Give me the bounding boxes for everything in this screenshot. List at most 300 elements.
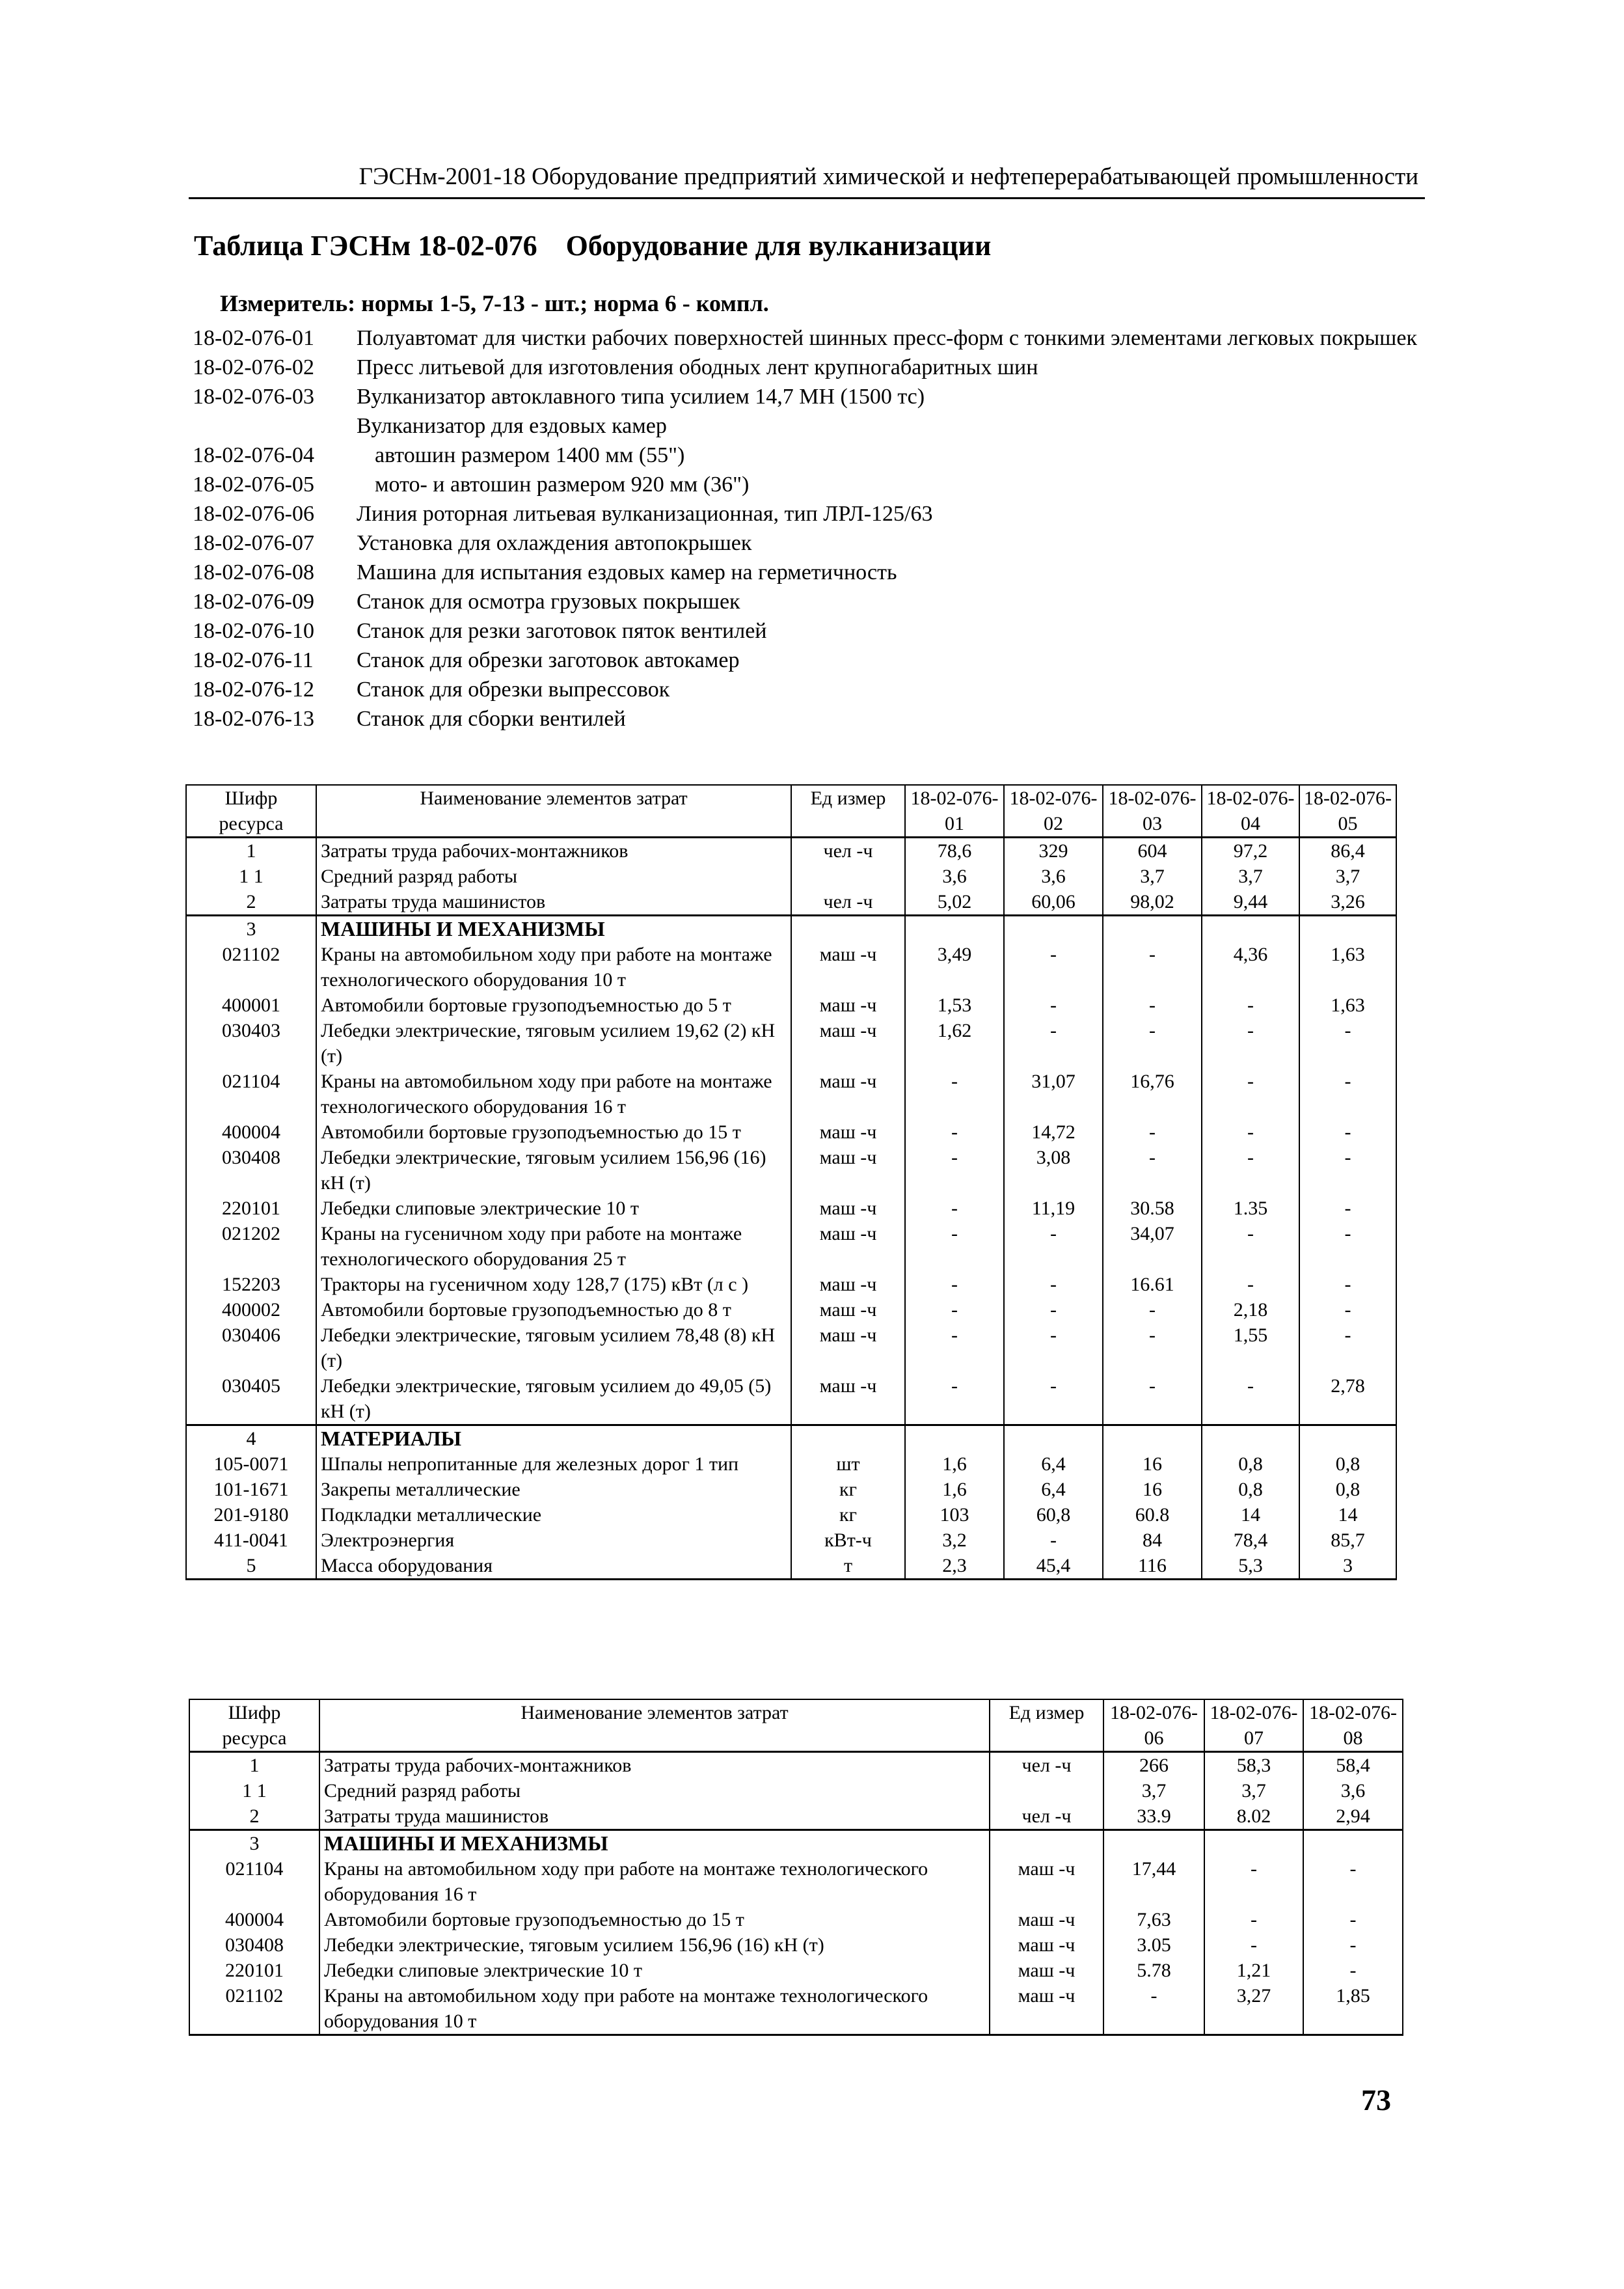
table-row [186, 889, 1396, 916]
cell-value: - [905, 1272, 1004, 1297]
cell-code: 4 [186, 1425, 316, 1452]
norm-item [193, 616, 1429, 646]
cell-value: - [905, 1221, 1004, 1272]
table-row [186, 1373, 1396, 1425]
cell-name: Краны на гусеничном ходу при работе на монтаже технологического оборудования 25 т [316, 1221, 791, 1272]
cell-name: Затраты труда машинистов [316, 889, 791, 916]
norm-item [193, 382, 1429, 411]
cell-unit: маш -ч [791, 1069, 905, 1119]
cell-unit: кг [791, 1477, 905, 1502]
cell-value: 6,4 [1004, 1477, 1103, 1502]
table-header-row [189, 1699, 1403, 1752]
cell-value: - [1004, 993, 1103, 1018]
cell-value: 1,21 [1204, 1958, 1303, 1983]
cell-code: 101-1671 [186, 1477, 316, 1502]
cell-value: 3,6 [905, 864, 1004, 889]
cell-value: 97,2 [1202, 838, 1299, 864]
cell-value: 3,27 [1204, 1983, 1303, 2035]
cell-unit: маш -ч [791, 1297, 905, 1323]
norm-description: Пресс литьевой для изготовления ободных лент крупногабаритных шин [357, 355, 1038, 379]
cell-value: 3,7 [1202, 864, 1299, 889]
cell-value: 2,3 [905, 1553, 1004, 1580]
resource-table-1 [185, 784, 1397, 1580]
norm-description: Установка для охлаждения автопокрышек [357, 531, 752, 555]
cell-value: 3,6 [1303, 1778, 1403, 1803]
table-row [189, 1958, 1403, 1983]
cell-name: Краны на автомобильном ходу при работе на монтаже технологического оборудования 10 т [316, 942, 791, 993]
cell-value: 116 [1103, 1553, 1202, 1580]
cell-value: - [905, 1297, 1004, 1323]
cell-unit: маш -ч [791, 993, 905, 1018]
table-title-number: Таблица ГЭСНм 18-02-076 [194, 230, 537, 262]
cell-value: 9,44 [1202, 889, 1299, 916]
cell-name: Автомобили бортовые грузоподъемностью до 15 т [316, 1119, 791, 1145]
cell-code: 2 [189, 1803, 319, 1830]
cell-value: - [905, 1145, 1004, 1196]
cell-value: - [1103, 993, 1202, 1018]
cell-value: 4,36 [1202, 942, 1299, 993]
cell-code: 021102 [189, 1983, 319, 2035]
table-row [186, 1272, 1396, 1297]
table-title-name: Оборудование для вулканизации [565, 230, 992, 262]
cell-value: 1,55 [1202, 1323, 1299, 1373]
cell-value: 3,7 [1103, 1778, 1204, 1803]
cell-value: - [1202, 1221, 1299, 1272]
cell-value: - [905, 1069, 1004, 1119]
cell-value: - [905, 1373, 1004, 1425]
cell-name: МАТЕРИАЛЫ [316, 1425, 791, 1452]
norm-item [193, 323, 1429, 353]
cell-value: 98,02 [1103, 889, 1202, 916]
norm-description: Станок для резки заготовок пяток вентилей [357, 619, 767, 643]
cell-value: 16,76 [1103, 1069, 1202, 1119]
header-norm: 18-02-076-06 [1103, 1699, 1204, 1752]
cell-unit: чел -ч [791, 889, 905, 916]
table-row [189, 1907, 1403, 1932]
table-row [186, 1553, 1396, 1580]
cell-name: Лебедки электрические, тяговым усилием до 49,05 (5) кН (т) [316, 1373, 791, 1425]
cell-value: - [905, 1196, 1004, 1221]
cell-value: - [1202, 1272, 1299, 1297]
cell-code: 1 1 [186, 864, 316, 889]
cell-value: - [1204, 1907, 1303, 1932]
cell-value: - [1204, 1856, 1303, 1907]
cell-value: 78,4 [1202, 1528, 1299, 1553]
cell-code: 021202 [186, 1221, 316, 1272]
table-header-row [186, 785, 1396, 838]
cell-code: 220101 [189, 1958, 319, 1983]
cell-name: Затраты труда рабочих-монтажников [316, 838, 791, 864]
cell-name: Краны на автомобильном ходу при работе на монтаже технологического оборудования 10 т [319, 1983, 990, 2035]
cell-name: Автомобили бортовые грузоподъемностью до 5 т [316, 993, 791, 1018]
cell-value: - [1299, 1323, 1396, 1373]
cell-code: 1 1 [189, 1778, 319, 1803]
norm-code: 18-02-076-13 [193, 707, 314, 731]
cell-value: 14 [1202, 1502, 1299, 1528]
table-row [186, 993, 1396, 1018]
cell-code: 021104 [186, 1069, 316, 1119]
norm-code: 18-02-076-02 [193, 355, 314, 379]
cell-value: 1,53 [905, 993, 1004, 1018]
table-row [186, 1297, 1396, 1323]
cell-value: - [1004, 1373, 1103, 1425]
table-row [186, 1451, 1396, 1477]
header-norm: 18-02-076-08 [1303, 1699, 1403, 1752]
cell-value: - [1103, 1373, 1202, 1425]
cell-value: 5.78 [1103, 1958, 1204, 1983]
header-unit: Ед измер [791, 785, 905, 838]
cell-value: 8.02 [1204, 1803, 1303, 1830]
cell-name: МАШИНЫ И МЕХАНИЗМЫ [316, 916, 791, 942]
cell-value: 58,3 [1204, 1752, 1303, 1779]
table-row [186, 1119, 1396, 1145]
cell-name: Тракторы на гусеничном ходу 128,7 (175) кВт (л с ) [316, 1272, 791, 1297]
cell-value [1303, 1830, 1403, 1857]
header-norm: 18-02-076-07 [1204, 1699, 1303, 1752]
cell-value: 45,4 [1004, 1553, 1103, 1580]
cell-value: 1.35 [1202, 1196, 1299, 1221]
cell-value: 266 [1103, 1752, 1204, 1779]
cell-unit: маш -ч [791, 1373, 905, 1425]
cell-code: 030408 [186, 1145, 316, 1196]
cell-code: 1 [186, 838, 316, 864]
norm-item [193, 470, 1429, 499]
cell-code: 030405 [186, 1373, 316, 1425]
table-title [194, 229, 991, 262]
header-code: Шифр ресурса [186, 785, 316, 838]
cell-value: 16 [1103, 1477, 1202, 1502]
cell-value: 1,63 [1299, 942, 1396, 993]
cell-unit: кг [791, 1502, 905, 1528]
cell-unit: маш -ч [990, 1856, 1103, 1907]
cell-value: - [1004, 942, 1103, 993]
cell-name: Автомобили бортовые грузоподъемностью до 15 т [319, 1907, 990, 1932]
cell-name: Электроэнергия [316, 1528, 791, 1553]
header-norm: 18-02-076-05 [1299, 785, 1396, 838]
norm-code: 18-02-076-03 [193, 385, 314, 409]
cell-unit: маш -ч [791, 1323, 905, 1373]
cell-value: 103 [905, 1502, 1004, 1528]
cell-value: - [1004, 1323, 1103, 1373]
cell-value [1103, 916, 1202, 942]
cell-value: 3,7 [1299, 864, 1396, 889]
cell-code: 105-0071 [186, 1451, 316, 1477]
cell-unit: маш -ч [791, 942, 905, 993]
cell-value: 2,94 [1303, 1803, 1403, 1830]
norm-item [193, 704, 1429, 733]
cell-value: - [1004, 1528, 1103, 1553]
cell-value: 16 [1103, 1451, 1202, 1477]
table-row [186, 1145, 1396, 1196]
norm-code [193, 411, 357, 441]
cell-value: - [905, 1323, 1004, 1373]
cell-code: 021104 [189, 1856, 319, 1907]
cell-value: 58,4 [1303, 1752, 1403, 1779]
cell-unit: шт [791, 1451, 905, 1477]
cell-value: 3.05 [1103, 1932, 1204, 1958]
norm-code: 18-02-076-08 [193, 560, 314, 584]
cell-code: 030403 [186, 1018, 316, 1069]
cell-unit: маш -ч [990, 1907, 1103, 1932]
resource-table-2 [189, 1699, 1403, 2036]
cell-value: 1,6 [905, 1451, 1004, 1477]
cell-code: 411-0041 [186, 1528, 316, 1553]
table-row [186, 1196, 1396, 1221]
cell-value: 3,6 [1004, 864, 1103, 889]
cell-value: - [1299, 1272, 1396, 1297]
cell-value: 329 [1004, 838, 1103, 864]
cell-value: - [1204, 1932, 1303, 1958]
cell-value: - [1103, 942, 1202, 993]
cell-value: 2,78 [1299, 1373, 1396, 1425]
cell-value: - [1299, 1221, 1396, 1272]
cell-code: 400004 [189, 1907, 319, 1932]
cell-name: Затраты труда рабочих-монтажников [319, 1752, 990, 1779]
cell-value [905, 1425, 1004, 1452]
norm-code: 18-02-076-07 [193, 531, 314, 555]
norm-item [193, 646, 1429, 675]
cell-value: 7,63 [1103, 1907, 1204, 1932]
cell-unit [791, 916, 905, 942]
cell-value [1202, 1425, 1299, 1452]
norm-description: Машина для испытания ездовых камер на герметичность [357, 560, 897, 584]
section-row [186, 1425, 1396, 1452]
cell-unit: маш -ч [990, 1932, 1103, 1958]
cell-value: 60,06 [1004, 889, 1103, 916]
cell-value: 30.58 [1103, 1196, 1202, 1221]
cell-value: 3,26 [1299, 889, 1396, 916]
cell-value: 31,07 [1004, 1069, 1103, 1119]
table-row [186, 1323, 1396, 1373]
cell-name: Лебедки электрические, тяговым усилием 19,62 (2) кН (т) [316, 1018, 791, 1069]
measure-unit: Измеритель: нормы 1-5, 7-13 - шт.; норма 6 - компл. [220, 290, 769, 316]
norm-code: 18-02-076-09 [193, 590, 314, 614]
table-row [189, 1932, 1403, 1958]
cell-value: 85,7 [1299, 1528, 1396, 1553]
cell-unit: маш -ч [791, 1119, 905, 1145]
cell-value: 0,8 [1299, 1451, 1396, 1477]
cell-code: 030406 [186, 1323, 316, 1373]
cell-value: 14 [1299, 1502, 1396, 1528]
cell-value: 3,7 [1103, 864, 1202, 889]
cell-value: 1,62 [905, 1018, 1004, 1069]
cell-value: 0,8 [1202, 1451, 1299, 1477]
table-row [186, 864, 1396, 889]
cell-value: 60,8 [1004, 1502, 1103, 1528]
cell-value: - [1103, 1323, 1202, 1373]
cell-unit: маш -ч [791, 1018, 905, 1069]
cell-name: Лебедки слиповые электрические 10 т [319, 1958, 990, 1983]
cell-value: 3,2 [905, 1528, 1004, 1553]
cell-value: - [1004, 1018, 1103, 1069]
cell-name: Краны на автомобильном ходу при работе на монтаже технологического оборудования 16 т [316, 1069, 791, 1119]
cell-name: Лебедки электрические, тяговым усилием 156,96 (16) кН (т) [319, 1932, 990, 1958]
cell-code: 2 [186, 889, 316, 916]
cell-value: 2,18 [1202, 1297, 1299, 1323]
cell-value: - [1103, 1018, 1202, 1069]
cell-value: 33.9 [1103, 1803, 1204, 1830]
norm-item [193, 499, 1429, 528]
cell-unit: чел -ч [990, 1752, 1103, 1779]
cell-value: - [905, 1119, 1004, 1145]
norm-item [193, 411, 1429, 441]
cell-name: Автомобили бортовые грузоподъемностью до 8 т [316, 1297, 791, 1323]
cell-value: 5,02 [905, 889, 1004, 916]
table-row [186, 1221, 1396, 1272]
cell-value: - [1202, 1069, 1299, 1119]
norm-code: 18-02-076-04 [193, 443, 314, 467]
cell-value: 3 [1299, 1553, 1396, 1580]
table-row [186, 1018, 1396, 1069]
cell-value: - [1103, 1983, 1204, 2035]
table-row [189, 1752, 1403, 1779]
cell-value: 604 [1103, 838, 1202, 864]
cell-value [1299, 1425, 1396, 1452]
table-row [186, 838, 1396, 864]
norm-code: 18-02-076-01 [193, 326, 314, 350]
cell-value: - [1202, 1119, 1299, 1145]
cell-name: Краны на автомобильном ходу при работе на монтаже технологического оборудования 16 т [319, 1856, 990, 1907]
cell-name: Подкладки металлические [316, 1502, 791, 1528]
cell-value: - [1103, 1145, 1202, 1196]
cell-value: 1,6 [905, 1477, 1004, 1502]
cell-name: Лебедки электрические, тяговым усилием 156,96 (16) кН (т) [316, 1145, 791, 1196]
table-row [186, 1502, 1396, 1528]
cell-unit: чел -ч [990, 1803, 1103, 1830]
cell-unit: маш -ч [791, 1272, 905, 1297]
norms-list [193, 323, 1429, 733]
cell-unit [791, 864, 905, 889]
cell-value: 3,08 [1004, 1145, 1103, 1196]
cell-unit: маш -ч [791, 1221, 905, 1272]
cell-value [1202, 916, 1299, 942]
header-name: Наименование элементов затрат [316, 785, 791, 838]
cell-unit: маш -ч [990, 1983, 1103, 2035]
norm-code: 18-02-076-05 [193, 473, 314, 497]
norm-description: Полуавтомат для чистки рабочих поверхностей шинных пресс-форм с тонкими элементами легковых покрышек [357, 326, 1417, 350]
cell-name: Затраты труда машинистов [319, 1803, 990, 1830]
cell-code: 400002 [186, 1297, 316, 1323]
cell-value: 6,4 [1004, 1451, 1103, 1477]
norm-description: мото- и автошин размером 920 мм (36") [375, 473, 750, 497]
cell-value: 3,7 [1204, 1778, 1303, 1803]
cell-code: 1 [189, 1752, 319, 1779]
norm-code: 18-02-076-06 [193, 502, 314, 526]
cell-unit: чел -ч [791, 838, 905, 864]
cell-value: - [1299, 1196, 1396, 1221]
cell-code: 021102 [186, 942, 316, 993]
norm-description: Станок для обрезки выпрессовок [357, 678, 670, 702]
cell-unit: кВт-ч [791, 1528, 905, 1553]
cell-value: 5,3 [1202, 1553, 1299, 1580]
norm-item [193, 528, 1429, 558]
cell-value: 14,72 [1004, 1119, 1103, 1145]
cell-unit [990, 1830, 1103, 1857]
norm-description: Станок для осмотра грузовых покрышек [357, 590, 740, 614]
norm-description: Вулканизатор автоклавного типа усилием 14,7 МН (1500 тс) [357, 385, 925, 409]
cell-code: 400004 [186, 1119, 316, 1145]
cell-code: 5 [186, 1553, 316, 1580]
norm-item [193, 558, 1429, 587]
cell-unit: маш -ч [791, 1145, 905, 1196]
header-divider [189, 197, 1425, 199]
cell-value [905, 916, 1004, 942]
cell-value: - [1303, 1932, 1403, 1958]
cell-value: - [1303, 1907, 1403, 1932]
cell-value: 78,6 [905, 838, 1004, 864]
norm-item [193, 353, 1429, 382]
table-row [186, 1477, 1396, 1502]
cell-value: 1,63 [1299, 993, 1396, 1018]
norm-item [193, 675, 1429, 704]
cell-code: 220101 [186, 1196, 316, 1221]
cell-value: - [1202, 1373, 1299, 1425]
cell-value [1299, 916, 1396, 942]
norm-description: автошин размером 1400 мм (55") [375, 443, 685, 467]
cell-value: 11,19 [1004, 1196, 1103, 1221]
cell-unit [791, 1425, 905, 1452]
cell-value: 0,8 [1202, 1477, 1299, 1502]
cell-value: - [1303, 1856, 1403, 1907]
cell-value [1004, 916, 1103, 942]
cell-name: МАШИНЫ И МЕХАНИЗМЫ [319, 1830, 990, 1857]
cell-value: - [1299, 1069, 1396, 1119]
norm-code: 18-02-076-10 [193, 619, 314, 643]
cell-unit [990, 1778, 1103, 1803]
norm-code: 18-02-076-11 [193, 648, 314, 672]
header-norm: 18-02-076-01 [905, 785, 1004, 838]
norm-item [193, 441, 1429, 470]
cell-value [1103, 1425, 1202, 1452]
cell-value: - [1299, 1018, 1396, 1069]
header-code: Шифр ресурса [189, 1699, 319, 1752]
cell-value: - [1103, 1119, 1202, 1145]
cell-value: 86,4 [1299, 838, 1396, 864]
cell-value: 1,85 [1303, 1983, 1403, 2035]
cell-unit: т [791, 1553, 905, 1580]
header-unit: Ед измер [990, 1699, 1103, 1752]
table-row [189, 1856, 1403, 1907]
cell-code: 030408 [189, 1932, 319, 1958]
running-header: ГЭСНм-2001-18 Оборудование предприятий химической и нефтеперерабатывающей промышленности [359, 163, 1418, 190]
cell-unit: маш -ч [990, 1958, 1103, 1983]
norm-description: Станок для сборки вентилей [357, 707, 626, 731]
cell-name: Лебедки электрические, тяговым усилием 78,48 (8) кН (т) [316, 1323, 791, 1373]
cell-value: - [1202, 1018, 1299, 1069]
header-norm: 18-02-076-04 [1202, 785, 1299, 838]
cell-value: - [1202, 993, 1299, 1018]
section-row [186, 916, 1396, 942]
cell-value: 34,07 [1103, 1221, 1202, 1272]
cell-name: Средний разряд работы [319, 1778, 990, 1803]
cell-value: - [1004, 1297, 1103, 1323]
table-row [186, 942, 1396, 993]
norm-description: Вулканизатор для ездовых камер [357, 414, 667, 438]
cell-value: 84 [1103, 1528, 1202, 1553]
cell-value: 17,44 [1103, 1856, 1204, 1907]
cell-value: 16.61 [1103, 1272, 1202, 1297]
norm-code: 18-02-076-12 [193, 678, 314, 702]
cell-value: - [1299, 1119, 1396, 1145]
norm-description: Станок для обрезки заготовок автокамер [357, 648, 740, 672]
cell-value: 0,8 [1299, 1477, 1396, 1502]
cell-name: Масса оборудования [316, 1553, 791, 1580]
cell-value: - [1004, 1221, 1103, 1272]
table-row [186, 1069, 1396, 1119]
cell-value [1204, 1830, 1303, 1857]
cell-code: 152203 [186, 1272, 316, 1297]
page-number: 73 [1361, 2083, 1391, 2117]
